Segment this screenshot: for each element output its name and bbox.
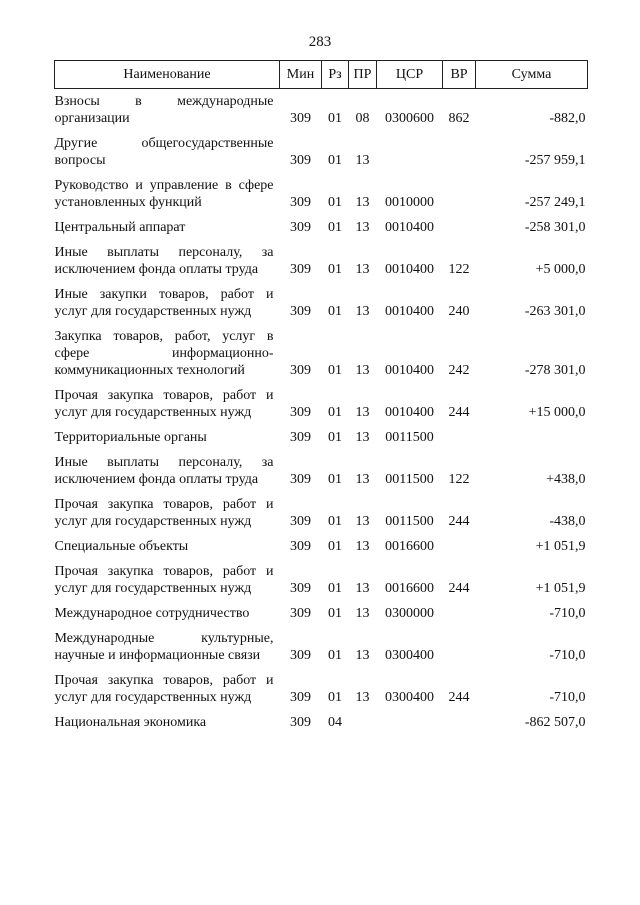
page-number: 283 bbox=[308, 34, 332, 50]
row-sum: -257 959,1 bbox=[524, 153, 586, 168]
row-min: 309 bbox=[290, 195, 311, 210]
row-vr bbox=[443, 173, 476, 215]
row-vr bbox=[443, 215, 476, 240]
table-row bbox=[55, 601, 588, 626]
row-csr: 0300600 bbox=[385, 111, 434, 126]
row-min: 309 bbox=[290, 405, 311, 420]
row-vr: 122 bbox=[448, 472, 470, 487]
table-row bbox=[55, 626, 588, 668]
row-csr: 0010000 bbox=[385, 195, 434, 210]
header-name: Наименование bbox=[55, 61, 280, 89]
row-vr: 862 bbox=[448, 111, 470, 126]
table-row bbox=[55, 710, 588, 735]
row-csr: 0300400 bbox=[385, 648, 434, 663]
row-pr: 13 bbox=[355, 363, 370, 378]
header-min: Мин bbox=[280, 61, 322, 89]
row-sum: -257 249,1 bbox=[524, 195, 586, 210]
row-vr bbox=[443, 425, 476, 450]
row-vr bbox=[443, 626, 476, 668]
table-row bbox=[55, 450, 588, 492]
header-vr: ВР bbox=[443, 61, 476, 89]
row-rz: 01 bbox=[328, 690, 342, 705]
row-name: Прочая закупка товаров, работ и услуг для государственных нужд bbox=[54, 673, 274, 705]
row-csr: 0300000 bbox=[385, 606, 434, 621]
row-rz: 01 bbox=[328, 581, 342, 596]
row-name: Национальная экономика bbox=[54, 715, 207, 730]
row-pr: 13 bbox=[355, 195, 370, 210]
row-rz: 04 bbox=[328, 715, 342, 730]
row-vr: 244 bbox=[448, 405, 470, 420]
row-vr bbox=[443, 131, 476, 173]
table-header bbox=[55, 61, 588, 89]
row-min: 309 bbox=[290, 581, 311, 596]
table-row bbox=[55, 492, 588, 534]
row-name: Территориальные органы bbox=[54, 430, 207, 445]
row-min: 309 bbox=[290, 363, 311, 378]
row-rz: 01 bbox=[328, 606, 342, 621]
row-name: Иные выплаты персоналу, за исключением фонда оплаты труда bbox=[54, 245, 274, 277]
row-pr: 13 bbox=[355, 405, 370, 420]
table-row bbox=[55, 131, 588, 173]
row-vr: 244 bbox=[448, 514, 470, 529]
row-vr: 244 bbox=[448, 581, 470, 596]
header-pr: ПР bbox=[349, 61, 377, 89]
table-row bbox=[55, 668, 588, 710]
row-sum: -263 301,0 bbox=[524, 304, 586, 319]
table-row bbox=[55, 89, 588, 132]
row-name: Иные закупки товаров, работ и услуг для государственных нужд bbox=[54, 287, 274, 319]
row-min: 309 bbox=[290, 648, 311, 663]
table-row bbox=[55, 324, 588, 383]
row-vr: 244 bbox=[448, 690, 470, 705]
row-rz: 01 bbox=[328, 262, 342, 277]
row-pr: 13 bbox=[355, 539, 370, 554]
row-sum: -438,0 bbox=[549, 514, 586, 529]
row-min: 309 bbox=[290, 514, 311, 529]
row-name: Международные культурные, научные и информационные связи bbox=[54, 631, 274, 663]
row-min: 309 bbox=[290, 472, 311, 487]
row-name: Руководство и управление в сфере установленных функций bbox=[54, 178, 274, 210]
row-pr: 13 bbox=[355, 220, 370, 235]
row-pr: 13 bbox=[355, 262, 370, 277]
row-rz: 01 bbox=[328, 111, 342, 126]
row-min: 309 bbox=[290, 262, 311, 277]
row-name: Международное сотрудничество bbox=[54, 606, 250, 621]
row-vr: 240 bbox=[448, 304, 470, 319]
row-vr: 122 bbox=[448, 262, 470, 277]
row-pr: 13 bbox=[355, 581, 370, 596]
row-pr: 13 bbox=[355, 472, 370, 487]
row-csr: 0010400 bbox=[385, 304, 434, 319]
table-row bbox=[55, 215, 588, 240]
row-csr bbox=[377, 131, 443, 173]
row-csr: 0010400 bbox=[385, 220, 434, 235]
row-sum bbox=[476, 425, 588, 450]
row-rz: 01 bbox=[328, 363, 342, 378]
row-min: 309 bbox=[290, 220, 311, 235]
row-sum: -710,0 bbox=[549, 648, 586, 663]
row-name: Другие общегосударственные вопросы bbox=[54, 136, 274, 168]
header-sum: Сумма bbox=[476, 61, 588, 89]
header-csr: ЦСР bbox=[377, 61, 443, 89]
row-csr: 0016600 bbox=[385, 539, 434, 554]
row-sum: +5 000,0 bbox=[535, 262, 586, 277]
row-vr bbox=[443, 534, 476, 559]
row-rz: 01 bbox=[328, 514, 342, 529]
budget-table bbox=[54, 60, 588, 735]
table-row bbox=[55, 559, 588, 601]
row-min: 309 bbox=[290, 715, 311, 730]
row-csr: 0010400 bbox=[385, 405, 434, 420]
table-row bbox=[55, 425, 588, 450]
row-min: 309 bbox=[290, 539, 311, 554]
row-min: 309 bbox=[290, 304, 311, 319]
table-row bbox=[55, 383, 588, 425]
row-vr bbox=[443, 710, 476, 735]
row-csr: 0016600 bbox=[385, 581, 434, 596]
row-pr: 13 bbox=[355, 648, 370, 663]
row-name: Закупка товаров, работ, услуг в сфере информационно-коммуникационных технологий bbox=[54, 329, 274, 378]
row-min: 309 bbox=[290, 153, 311, 168]
row-sum: -258 301,0 bbox=[524, 220, 586, 235]
table-row bbox=[55, 534, 588, 559]
row-sum: -710,0 bbox=[549, 606, 586, 621]
row-name: Прочая закупка товаров, работ и услуг для государственных нужд bbox=[54, 497, 274, 529]
row-sum: +15 000,0 bbox=[528, 405, 586, 420]
row-rz: 01 bbox=[328, 648, 342, 663]
row-sum: -862 507,0 bbox=[524, 715, 586, 730]
row-name: Центральный аппарат bbox=[54, 220, 186, 235]
row-min: 309 bbox=[290, 111, 311, 126]
row-sum: -710,0 bbox=[549, 690, 586, 705]
table-row bbox=[55, 282, 588, 324]
row-rz: 01 bbox=[328, 220, 342, 235]
row-csr: 0011500 bbox=[385, 514, 434, 529]
table-body bbox=[55, 89, 588, 736]
row-csr: 0011500 bbox=[385, 430, 434, 445]
row-sum: +1 051,9 bbox=[535, 581, 586, 596]
row-rz: 01 bbox=[328, 539, 342, 554]
row-sum: +1 051,9 bbox=[535, 539, 586, 554]
row-vr: 242 bbox=[448, 363, 470, 378]
row-pr: 13 bbox=[355, 430, 370, 445]
row-csr bbox=[377, 710, 443, 735]
row-pr: 13 bbox=[355, 690, 370, 705]
row-rz: 01 bbox=[328, 472, 342, 487]
row-min: 309 bbox=[290, 690, 311, 705]
row-name: Иные выплаты персоналу, за исключением фонда оплаты труда bbox=[54, 455, 274, 487]
row-pr: 08 bbox=[355, 111, 370, 126]
row-vr bbox=[443, 601, 476, 626]
row-pr: 13 bbox=[355, 514, 370, 529]
row-rz: 01 bbox=[328, 153, 342, 168]
row-rz: 01 bbox=[328, 195, 342, 210]
row-rz: 01 bbox=[328, 430, 342, 445]
row-csr: 0011500 bbox=[385, 472, 434, 487]
row-sum: +438,0 bbox=[546, 472, 586, 487]
row-name: Прочая закупка товаров, работ и услуг для государственных нужд bbox=[54, 564, 274, 596]
row-pr: 13 bbox=[355, 153, 370, 168]
row-name: Прочая закупка товаров, работ и услуг для государственных нужд bbox=[54, 388, 274, 420]
row-rz: 01 bbox=[328, 405, 342, 420]
row-rz: 01 bbox=[328, 304, 342, 319]
row-min: 309 bbox=[290, 606, 311, 621]
row-pr: 13 bbox=[355, 304, 370, 319]
row-pr bbox=[349, 710, 377, 735]
row-csr: 0010400 bbox=[385, 262, 434, 277]
table-row bbox=[55, 240, 588, 282]
row-csr: 0300400 bbox=[385, 690, 434, 705]
row-pr: 13 bbox=[355, 606, 370, 621]
row-csr: 0010400 bbox=[385, 363, 434, 378]
row-name: Специальные объекты bbox=[54, 539, 189, 554]
row-min: 309 bbox=[290, 430, 311, 445]
table-row bbox=[55, 173, 588, 215]
row-sum: -882,0 bbox=[549, 111, 586, 126]
row-name: Взносы в международные организации bbox=[54, 94, 274, 126]
header-rz: Рз bbox=[322, 61, 349, 89]
row-sum: -278 301,0 bbox=[524, 363, 586, 378]
